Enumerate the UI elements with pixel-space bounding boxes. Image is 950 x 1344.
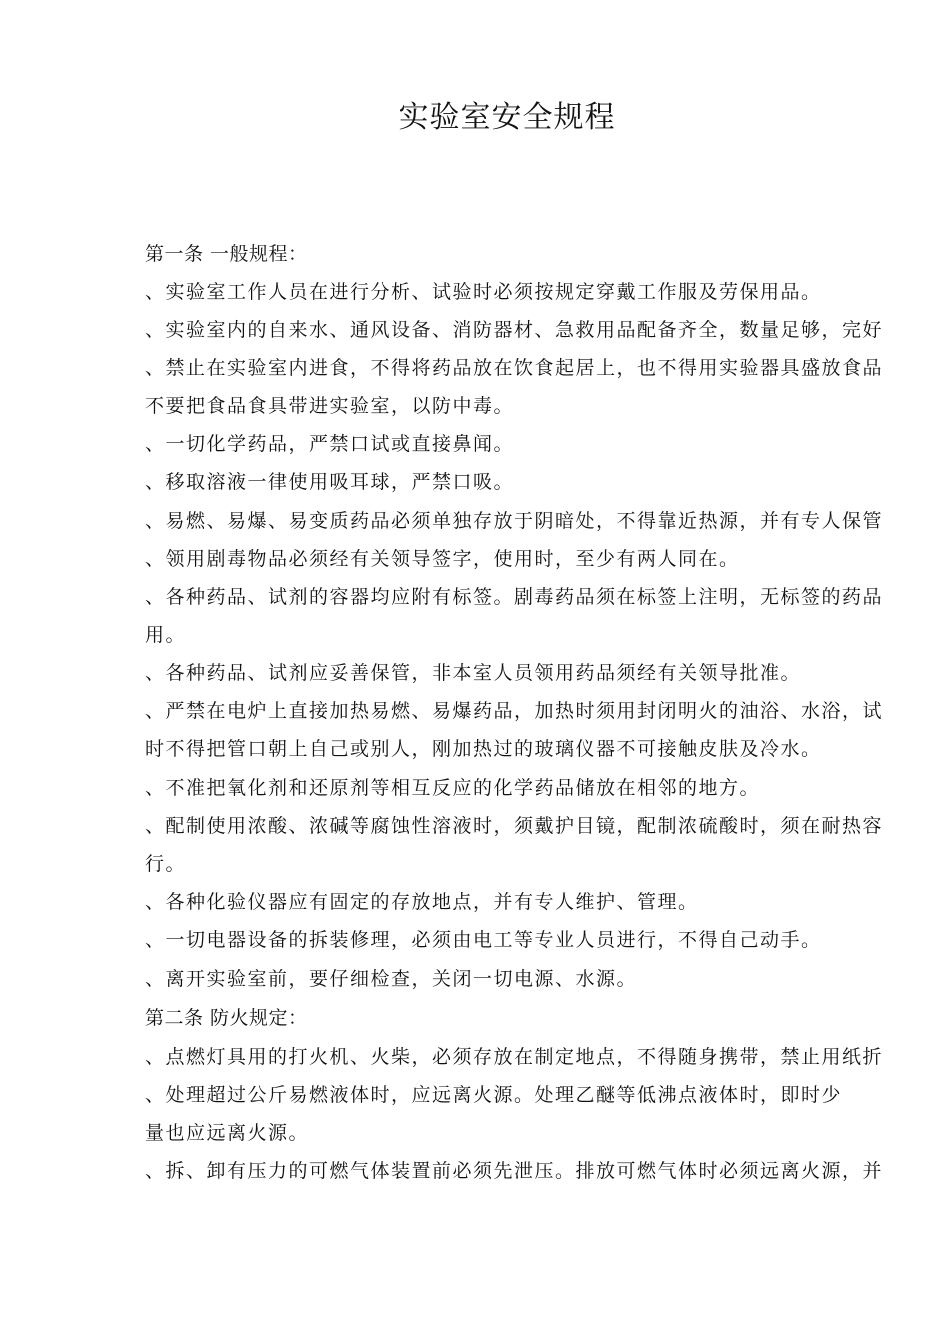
- text-line: 量也应远离火源。: [145, 1122, 310, 1144]
- text-line: 不要把食品食具带进实验室，以防中毒。: [145, 395, 515, 417]
- text-line: 、禁止在实验室内进食，不得将药品放在饮食起居上，也不得用实验器具盛放食品: [145, 357, 884, 379]
- text-line: 、一切电器设备的拆装修理，必须由电工等专业人员进行，不得自己动手。: [145, 929, 822, 951]
- text-line: 、领用剧毒物品必须经有关领导签字，使用时，至少有两人同在。: [145, 548, 740, 570]
- page-title: 实验室安全规程: [398, 100, 616, 135]
- text-line: 、拆、卸有压力的可燃气体装置前必须先泄压。排放可燃气体时必须远离火源，并: [145, 1160, 884, 1182]
- text-line: 、各种化验仪器应有固定的存放地点，并有专人维护、管理。: [145, 891, 699, 913]
- text-line: 、易燃、易爆、易变质药品必须单独存放于阴暗处，不得靠近热源，并有专人保管: [145, 510, 884, 532]
- text-line: 、不准把氧化剂和还原剂等相互反应的化学药品储放在相邻的地方。: [145, 777, 761, 799]
- text-line: 、一切化学药品，严禁口试或直接鼻闻。: [145, 433, 515, 455]
- text-line: 、点燃灯具用的打火机、火柴，必须存放在制定地点，不得随身携带，禁止用纸折: [145, 1046, 884, 1068]
- section-heading-2: 第二条 防火规定：: [145, 1007, 308, 1029]
- section-heading-1: 第一条 一般规程：: [145, 243, 308, 265]
- text-line: 用。: [145, 624, 187, 646]
- text-line: 时不得把管口朝上自己或别人，刚加热过的玻璃仪器不可接触皮肤及冷水。: [145, 738, 822, 760]
- text-line: 、离开实验室前，要仔细检查，关闭一切电源、水源。: [145, 968, 638, 990]
- text-line: 、移取溶液一律使用吸耳球，严禁口吸。: [145, 471, 515, 493]
- text-line: 、各种药品、试剂应妥善保管，非本室人员领用药品须经有关领导批准。: [145, 662, 802, 684]
- text-line: 行。: [145, 853, 187, 875]
- text-line: 、处理超过公斤易燃液体时，应远离火源。处理乙醚等低沸点液体时，即时少: [145, 1084, 843, 1106]
- text-line: 、实验室工作人员在进行分析、试验时必须按规定穿戴工作服及劳保用品。: [145, 281, 822, 303]
- text-line: 、配制使用浓酸、浓碱等腐蚀性溶液时，须戴护目镜，配制浓硫酸时，须在耐热容: [145, 815, 884, 837]
- text-line: 、各种药品、试剂的容器均应附有标签。剧毒药品须在标签上注明，无标签的药品: [145, 586, 884, 608]
- text-line: 、实验室内的自来水、通风设备、消防器材、急救用品配备齐全，数量足够，完好: [145, 319, 884, 341]
- text-line: 、严禁在电炉上直接加热易燃、易爆药品，加热时须用封闭明火的油浴、水浴，试: [145, 700, 884, 722]
